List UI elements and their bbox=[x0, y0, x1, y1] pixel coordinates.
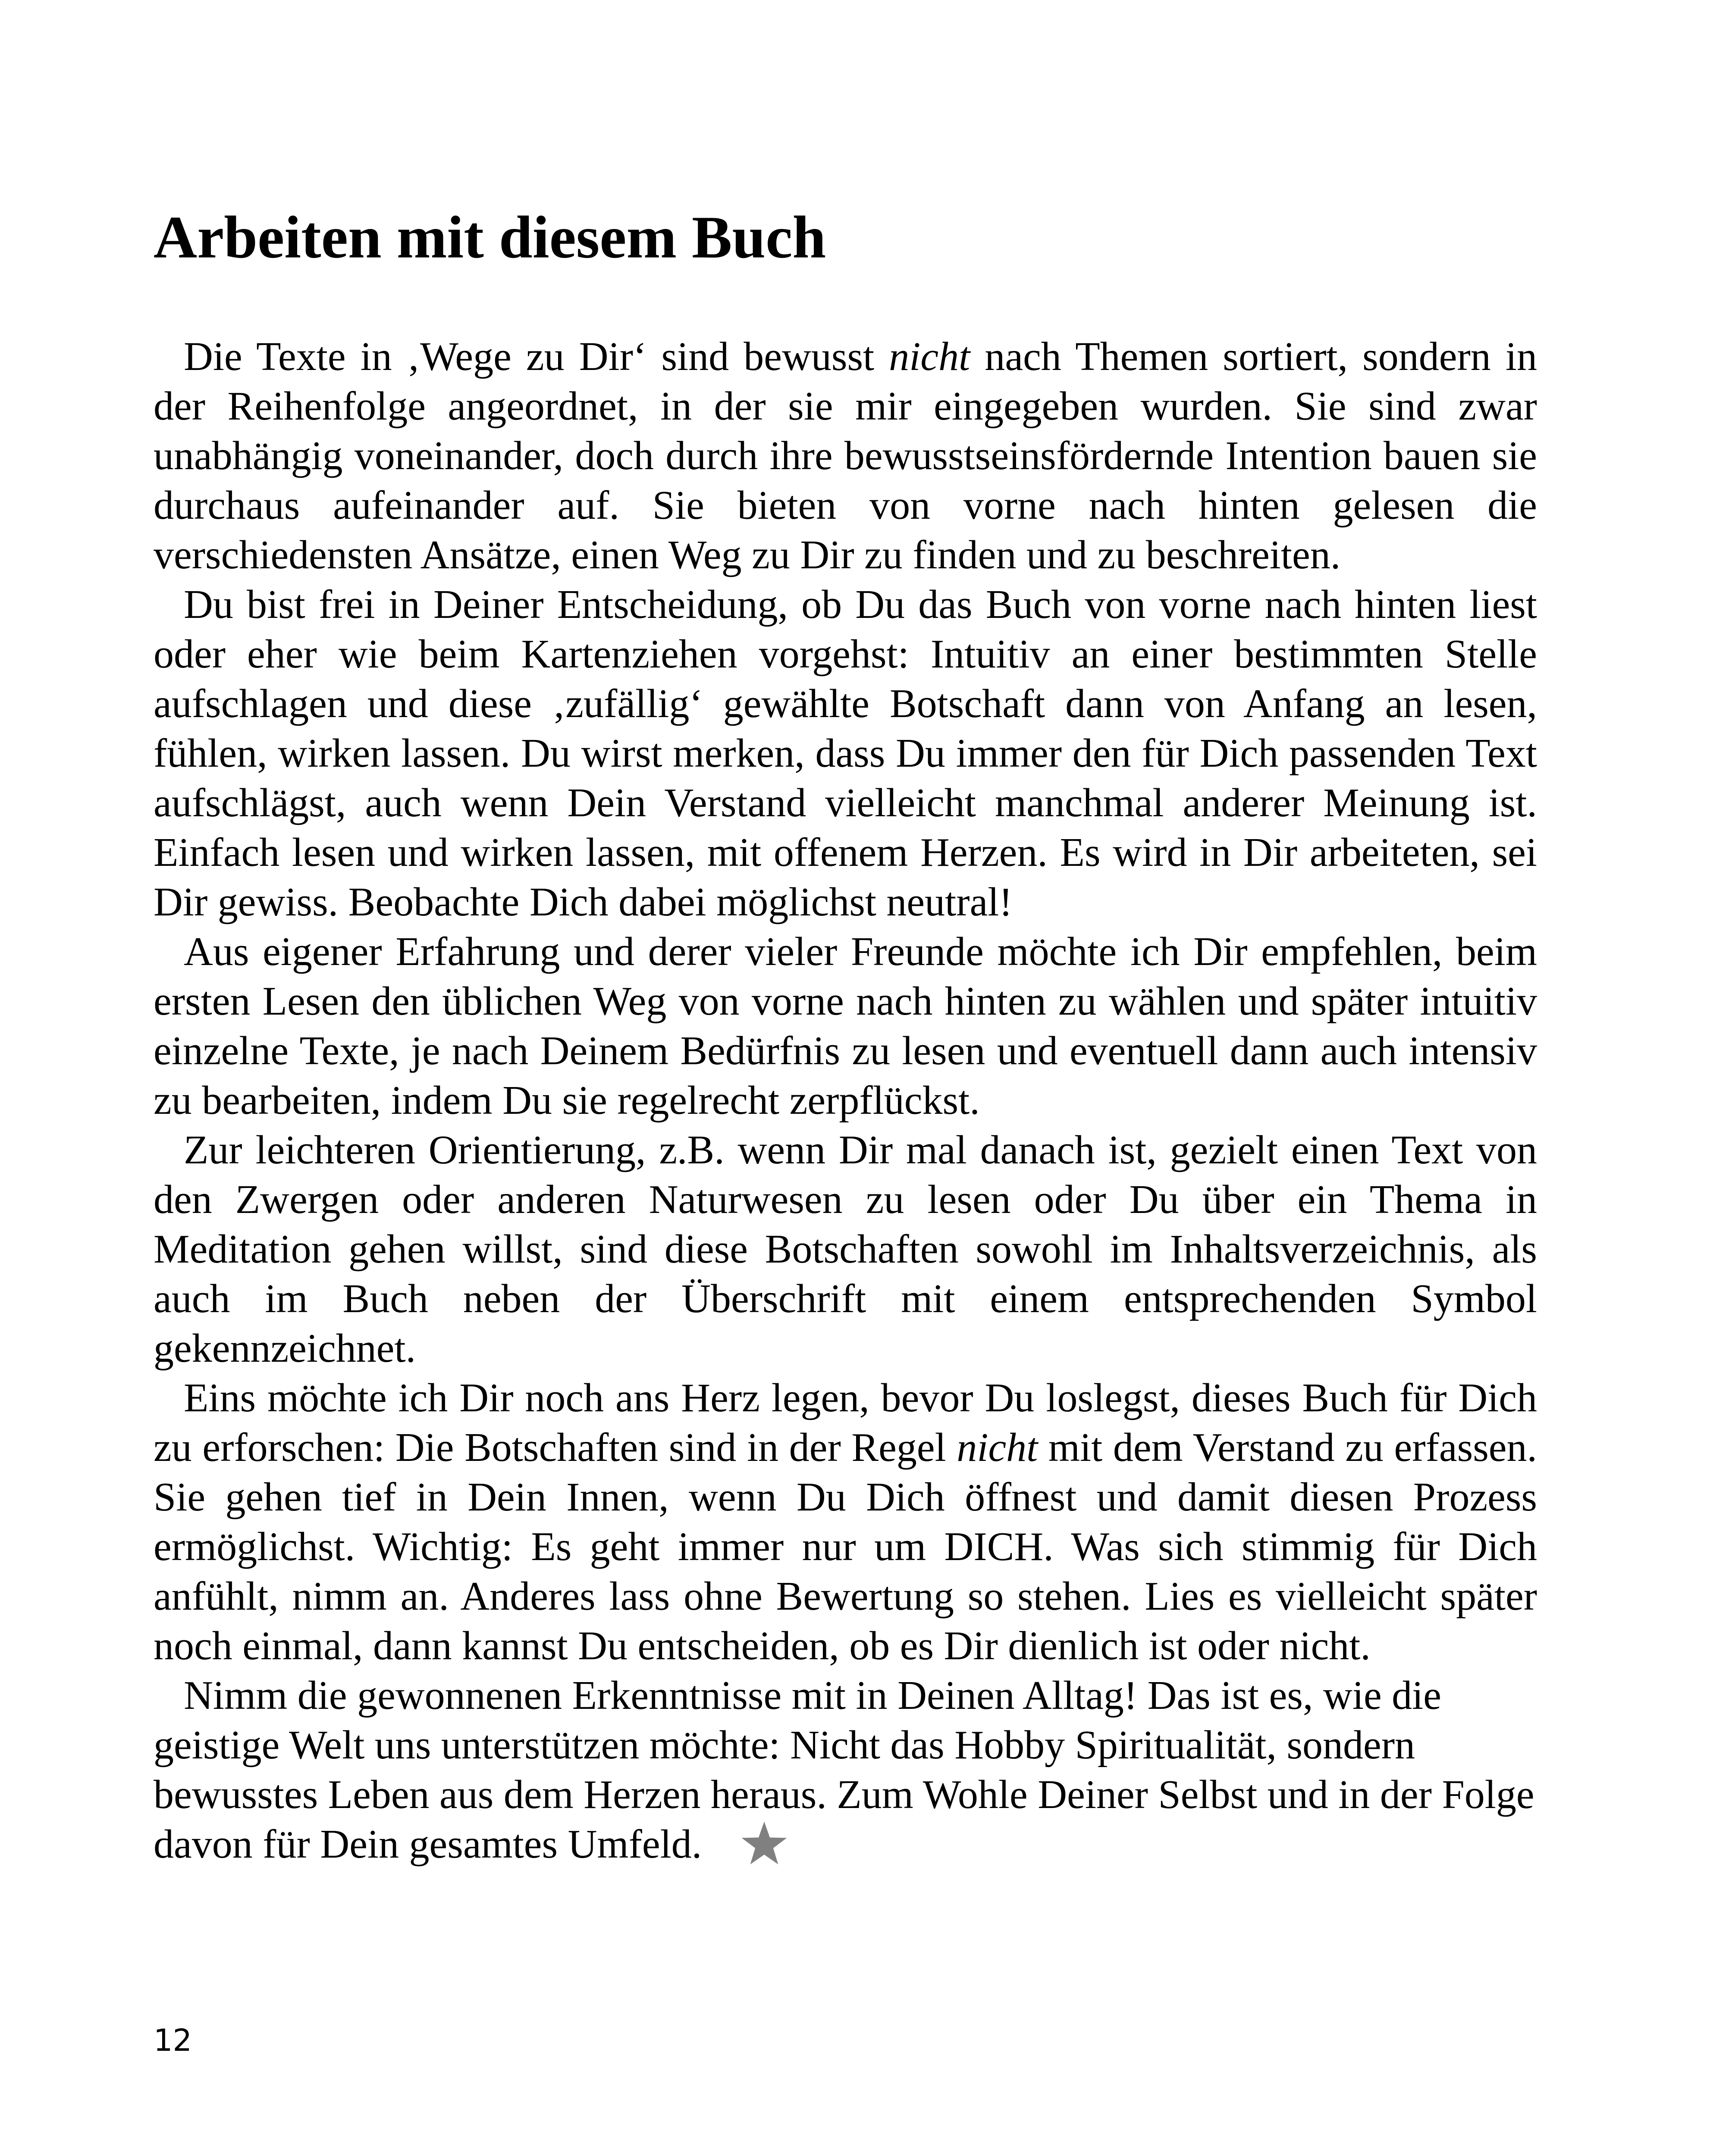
paragraph bbox=[154, 927, 1537, 1125]
paragraph bbox=[154, 580, 1537, 927]
text-run: Aus eigener Erfahrung und derer vieler Freunde möchte ich Dir empfehlen, beim ersten Lesen den üblichen Weg von vorne nach hinten zu wählen und später intuitiv einzelne Texte, je nach Deinem Bedürfnis zu lesen und eventuell dann auch intensiv zu bearbeiten, indem Du sie regelrecht zerpflückst. bbox=[154, 929, 1537, 1123]
body-text bbox=[154, 332, 1537, 1869]
emphasis: nicht bbox=[889, 334, 970, 379]
text-run: Eins möchte ich Dir noch ans Herz legen, bevor Du loslegst, dieses Buch für Dich zu erforschen: Die Botschaften sind in der Regel bbox=[154, 1376, 1537, 1470]
book-page bbox=[154, 0, 1537, 2156]
page-number: 12 bbox=[154, 2023, 192, 2058]
text-run: mit dem Verstand zu erfassen. Sie gehen tief in Dein Innen, wenn Du Dich öffnest und damit diesen Prozess ermöglichst. Wichtig: Es geht immer nur um DICH. Was sich stimmig für Dich anfühlt, nimm an. Anderes lass ohne Bewertung so stehen. Lies es vielleicht später noch einmal, dann kannst Du entscheiden, ob es Dir dienlich ist oder nicht. bbox=[154, 1425, 1537, 1668]
paragraph bbox=[154, 1671, 1537, 1869]
text-run: Die Texte in ‚Wege zu Dir‘ sind bewusst bbox=[184, 334, 889, 379]
page-title: Arbeiten mit diesem Buch bbox=[154, 204, 826, 271]
text-run: Nimm die gewonnenen Erkenntnisse mit in Deinen Alltag! Das ist es, wie die geistige Welt uns unterstützen möchte: Nicht das Hobby Spiritualität, sondern bewusstes Leben aus dem Herzen heraus. Zum Wohle Deiner Selbst und in der Folge davon für Dein gesamtes Umfeld. bbox=[154, 1673, 1534, 1867]
paragraph bbox=[154, 332, 1537, 580]
star-icon bbox=[740, 1820, 788, 1867]
text-run: Du bist frei in Deiner Entscheidung, ob Du das Buch von vorne nach hinten liest oder eher wie beim Kartenziehen vorgehst: Intuitiv an einer bestimmten Stelle aufschlagen und diese ‚zufällig‘ gewählte Botschaft dann von Anfang an lesen, fühlen, wirken lassen. Du wirst merken, dass Du immer den für Dich passenden Text aufschlägst, auch wenn Dein Verstand vielleicht manchmal anderer Meinung ist. Einfach lesen und wirken lassen, mit offenem Herzen. Es wird in Dir arbeiteten, sei Dir gewiss. Beobachte Dich dabei möglichst neutral! bbox=[154, 582, 1537, 924]
emphasis: nicht bbox=[957, 1425, 1038, 1470]
paragraph bbox=[154, 1373, 1537, 1671]
text-run: Zur leichteren Orientierung, z.B. wenn Dir mal danach ist, gezielt einen Text von den Zwergen oder anderen Naturwesen zu lesen oder Du über ein Thema in Meditation gehen willst, sind diese Botschaften sowohl im Inhaltsverzeichnis, als auch im Buch neben der Überschrift mit einem entsprechenden Symbol gekennzeichnet. bbox=[154, 1128, 1537, 1371]
text-run: nach Themen sortiert, sondern in der Reihenfolge angeordnet, in der sie mir eingegeben wurden. Sie sind zwar unabhängig voneinander, doch durch ihre bewusstseinsfördernde Intention bauen sie durchaus aufeinander auf. Sie bieten von vorne nach hinten gelesen die verschiedensten Ansätze, einen Weg zu Dir zu finden und zu beschreiten. bbox=[154, 334, 1537, 577]
paragraph bbox=[154, 1125, 1537, 1373]
